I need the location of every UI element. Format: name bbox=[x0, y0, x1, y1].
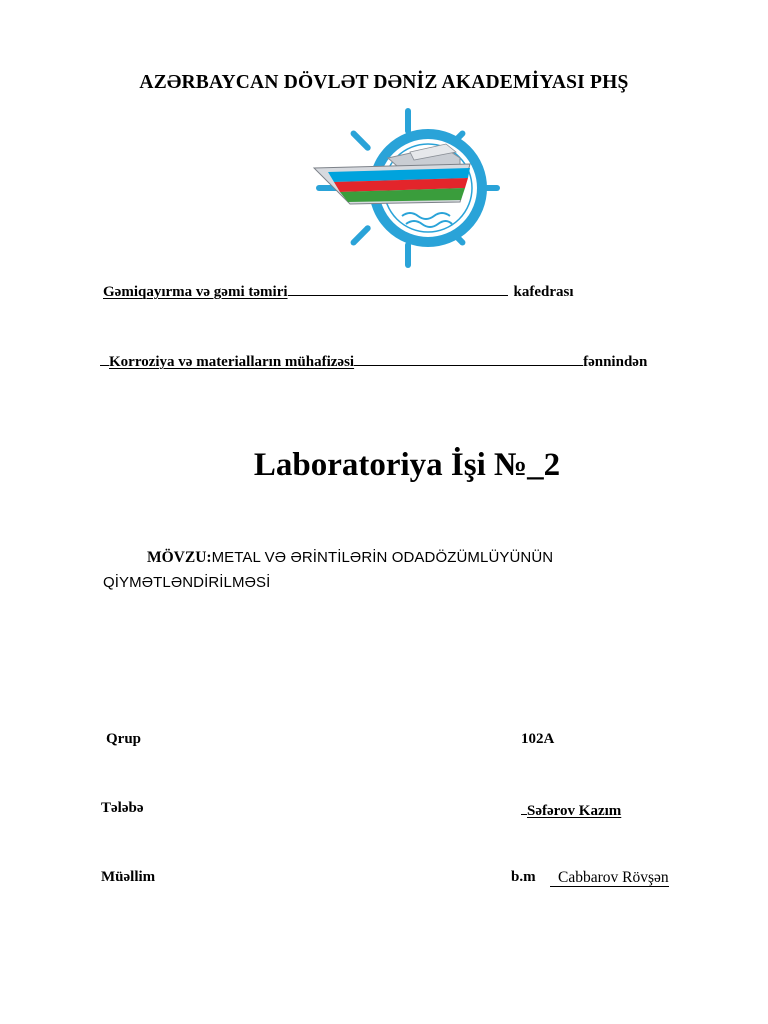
subject-fill-line bbox=[354, 351, 583, 366]
student-label: Tələbə bbox=[101, 800, 144, 816]
topic-label: MÖVZU: bbox=[147, 549, 212, 566]
lab-title: Laboratoriya İşi №_2 bbox=[253, 447, 561, 483]
topic-block bbox=[103, 545, 663, 595]
department-fill-line bbox=[288, 281, 508, 296]
department-suffix: kafedrası bbox=[513, 284, 574, 300]
student-value: Səfərov Kazım bbox=[527, 803, 622, 819]
topic-text: METAL VƏ ƏRİNTİLƏRİN ODADÖZÜMLÜYÜNÜN QİYMƏTLƏNDİRİLMƏSİ bbox=[103, 549, 554, 591]
teacher-value: Cabbarov Rövşən bbox=[550, 869, 669, 887]
academy-logo bbox=[310, 108, 506, 268]
institution-title: AZƏRBAYCAN DÖVLƏT DƏNİZ AKADEMİYASI PHŞ bbox=[139, 72, 629, 93]
subject-line bbox=[100, 351, 647, 371]
subject-name: Korroziya və materialların mühafizəsi bbox=[109, 354, 355, 370]
subject-suffix: fənnindən bbox=[583, 354, 648, 370]
group-value: 102A bbox=[521, 731, 555, 747]
student-value-line bbox=[521, 800, 621, 820]
department-name: Gəmiqayırma və gəmi təmiri bbox=[103, 284, 288, 300]
group-label: Qrup bbox=[106, 731, 142, 747]
subject-lead-line bbox=[100, 351, 109, 366]
teacher-label: Müəllim bbox=[101, 869, 156, 885]
department-line bbox=[103, 281, 574, 301]
teacher-degree: b.m bbox=[511, 869, 536, 885]
